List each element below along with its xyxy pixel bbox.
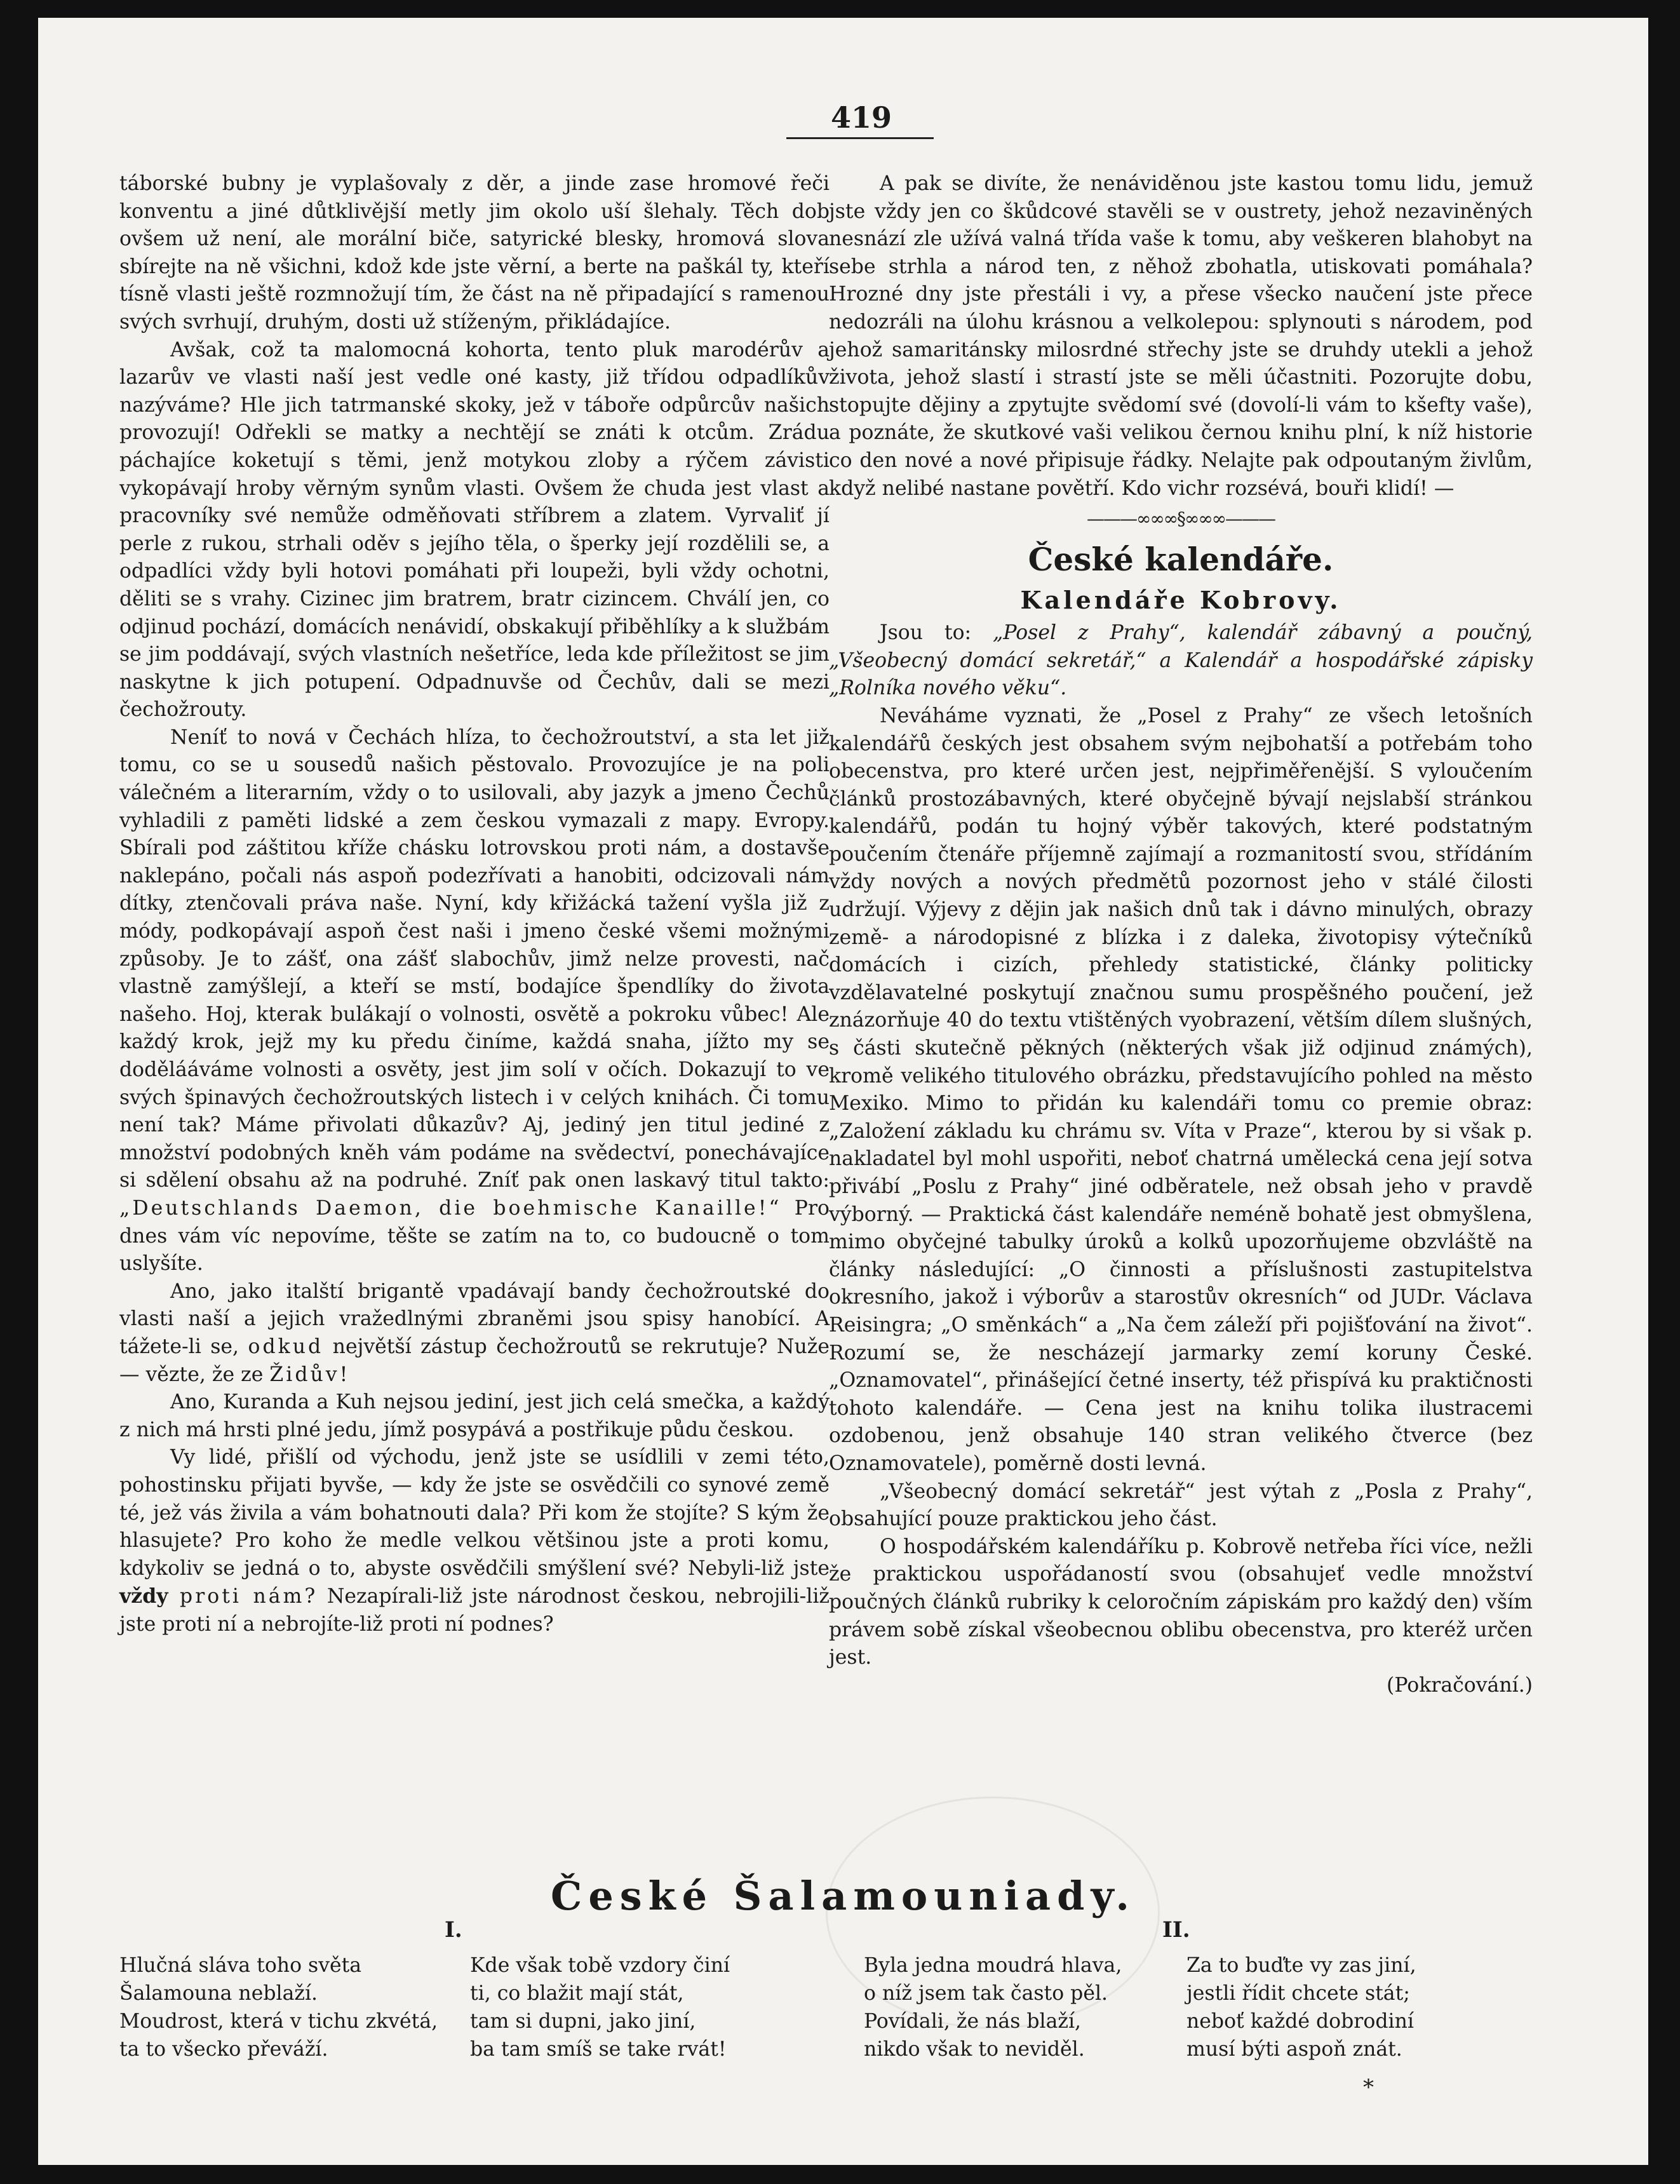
book-title-quote: „Deutschlands Daemon, die boehmische Kanaille!“ [119, 1196, 782, 1220]
left-column [119, 170, 830, 1638]
paragraph: Neváháme vyznati, že „Posel z Prahy“ ze všech letošních kalendářů českých jest obsahem svým nejbohatší a potřebám toho obecenstva, pro které určen jest, nejpřiměřenější. S vyloučením článků prostozábavných, které obyčejně bývají nejslabší stránkou kalendářů, podán tu hojný výběr takových, které podstatným poučením čtenáře příjemně zajímají a rozmanitostí svou, střídáním vždy nových a nových předmětů pozornost jeho v stálé čilosti udržují. Výjevy z dějin jak našich dnů tak i dávno minulých, obrazy země- a národopisné z blízka i z daleka, životopisy výtečníků domácích i cizích, přehledy statistické, články politicky vzdělavatelné poskytují značnou sumu prospěšného poučení, jež znázorňuje 40 do textu vtištěných vyobrazení, větším dílem slušných, s části skutečně pěkných (některých však již odjinud známých), kromě velikého titulového obrázku, představujícího pohled na město Mexiko. Mimo to přidán ku kalendáři tomu co premie obraz: „Založení základu ku chrámu sv. Víta v Praze“, kterou by si však p. nakladatel byl mohl uspořiti, neboť chatrná umělecká cena její sotva přivábí „Poslu z Prahy“ jiné odběratele, než obsah jeho v pravdě výborný. — Praktická část kalendáře neméně bohatě jest obmyšlena, mimo obyčejné tabulky úroků a kolků upozorňujeme obzvláště na články následující: „O činnosti a příslušnosti zastupitelstva okresního, jakož i výborův a starostův okresních“ od JUDr. Václava Reisingra; „O směnkách“ a „Na čem záleží při pojišťování na život“. Rozumí se, že nescházejí jarmarky zemí koruny České. „Oznamovatel“, přinášející četné inserty, též přispívá ku praktičnosti tohoto kalendáře. — Cena jest na knihu tolika ilustracemi ozdobenou, jenž obsahuje 140 stran velikého čtverce (bez Oznamovatele), poměrně dosti levná. [829, 704, 1533, 1475]
paragraph: Ano, Kuranda a Kuh nejsou jediní, jest jich celá smečka, a každý z nich má hrsti plné jedu, jímž posypává a postřikuje půdu českou. [119, 1391, 830, 1441]
stanza-4: Za to buďte vy zas jiní, jestli řídit chcete stát; neboť každé dobrodiní musí býti aspoň znát. [1186, 1954, 1416, 2061]
ornament-divider: ———∞∞∞§∞∞∞——— [1087, 508, 1275, 530]
section-subtitle: Kalendáře Kobrovy. [1020, 586, 1341, 615]
paragraph: Ano, jako italští brigantě vpadávají bandy čechožroutské do vlasti naší a jejich vražedlnými zbraněmi jsou spisy hanobící. A tážete-li se, odkud největší zástup čechožroutů se rekrutuje? Nuže — vězte, že ze Židův! [119, 1279, 830, 1386]
stanza-2: Kde však tobě vzdory činí ti, co blažit mají stát, tam si dupni, jako jiní, ba tam smíš se take rvát! [470, 1954, 730, 2061]
paragraph: Neníť to nová v Čechách hlíza, to čechožroutství, a sta let již tomu, co se u sousedů našich pěstovalo. Provozujíce je na poli válečném a literarním, vždy o to usilovali, aby jazyk a jmeno Čechů vyhladili z paměti lidské a zem českou vymazali z mapy. Evropy. Sbírali pod záštitou kříže chásku lotrovskou proti nám, a dostavše naklepáno, počali nás aspoň podezřívati a hanobiti, odcizovali nám dítky, ztenčovali práva naše. Nyní, kdy křižácká tažení vyšla již z módy, podkopávají aspoň čest naši i jmeno české všemi možnými způsoby. Je to zášť, ona zášť slabochův, jimž nelze provesti, nač vlastně zamýšlejí, a kteří se mstí, bodajíce špendlíky do života našeho. Hoj, kterak bulákají o volnosti, osvětě a pokroku vůbec! Ale každý krok, jejž my ku předu činíme, každá snaha, jížto my se dodělááváme volnosti a osvěty, jest jim solí v očích. Dokazují to ve svých špinavých čechožroutských listech i v celých knihách. Či tomu není tak? Máme přivolati důkazův? Aj, jediný jen titul jediné z množství podobných kněh vám podáme na svědectví, ponechávajíce si sdělení obsahu až na podruhé. Zníť pak onen laskavý titul takto: „Deutschlands Daemon, die boehmische Kanaille!“ Pro dnes vám víc nepovíme, těšte se zatím na to, co budoucně o tom uslyšíte. [119, 725, 830, 1276]
page-number: 419 [831, 100, 892, 135]
page-number-rule [786, 137, 934, 139]
right-column [829, 170, 1533, 1699]
emphasis-odkud: odkud [248, 1335, 324, 1358]
paragraph: Vy lidé, přišlí od východu, jenž jste se usídlili v zemi této, pohostinsku přijati byvše, — kdy že jste se osvědčili co synové země té, jež vás živila a vám bohatnouti dala? Při kom že stojíte? S kým že hlasujete? Pro koho že medle velkou většinou jste a proti komu, kdykoliv se jedná o to, abyste osvědčili smýšlení své? Nebyli-liž jste vždy proti nám? Nezapírali-liž jste národnost českou, nebrojili-liž jste proti ní a nebrojíte-liž proti ní podnes? [119, 1446, 830, 1636]
emphasis-proti-nam: proti nám? [168, 1585, 318, 1608]
paragraph: O hospodářském kalendáříku p. Kobrově netřeba říci více, nežli že praktickou uspořádaností svou (obsahujeť vedle množství poučných článků rubriky k celoročním zápiskám pro každý den) vším právem sobě získal všeobecnou oblibu obecenstva, pro kteréž určen jest. [829, 1535, 1533, 1669]
stanza-1: Hlučná sláva toho světa Šalamouna neblaží. Moudrost, která v tichu zkvétá, ta to všecko převáží. [119, 1954, 438, 2061]
emphasis-zidu: Židův! [269, 1363, 351, 1386]
calendar-titles: Jsou to: „Posel z Prahy“, kalendář zábavný a poučný, „Všeobecný domácí sekretář,“ a Kalendář a hospodářské zápisky „Rolníka nového věku“. [829, 621, 1533, 700]
continued-note: (Pokračování.) [1387, 1673, 1533, 1697]
paragraph: táborské bubny je vyplašovaly z děr, a jinde zase hromové řeči konventu a jiné důtklivější metly jim okolo uší šlehaly. Těch dob ovšem už není, ale morální biče, satyrické blesky, hromová slova sbírejte na ně všichni, kdož kde jste věrní, a berte na paškál ty, kteří tísně vlasti ještě rozmnožují tím, že část na ně připadající s ramenou svých svrhují, druhým, dosti už stíženým, přikládajíce. [119, 172, 830, 334]
poem-title: České Šalamouniady. [550, 1873, 1136, 1919]
part-label-1: I. [445, 1917, 462, 1943]
footnote-star: * [1363, 2075, 1374, 2100]
section-title: České kalendáře. [1028, 541, 1334, 579]
paragraph: A pak se divíte, že nenáviděnou jste kastou tomu lidu, jemuž jste vždy jen co škůdcové stavěli se v oustrety, jehož nezaviněných nesnází zle užívá valná třída vaše k tomu, aby veškeren blahobyt na sebe strhla a národ ten, z něhož zbohatla, utiskovati pomáhala? Hrozné dny jste přestáli i vy, a přese všecko naučení jste přece nedozráli na úlohu krásnou a velkolepou: splynouti s národem, pod jehož samaritánsky milosrdné střechy jste se druhdy utekli a jehož života, jehož slastí i strastí jste se měli účastniti. Pozorujte dobu, stopujte dějiny a zpytujte svědomí své (dovolí-li vám to kšefty vaše), a poznáte, že skutkové vaši velikou černou knihu plní, k níž historie co den nové a nové připisuje řádky. Nelajte pak odpoutaným živlům, když nelibé nastane povětří. Kdo vichr rozsévá, bouři klidí! — [829, 172, 1533, 500]
paragraph: Avšak, což ta malomocná kohorta, tento pluk marodérův a lazarův ve vlasti naší jest vedle oné kasty, již třídou odpadlíkův nazýváme? Hle jich tatrmanské skoky, jež v táboře odpůrcův našich provozují! Odřekli se matky a nechtějí se znáti k otcům. Zrádu páchajíce koketují s těmi, jenž motykou zloby a rýčem závisti vykopávají hroby věrným synům vlasti. Ovšem že chuda jest vlast a pracovníky své nemůže odměňovati stříbrem a zlatem. Vyrvaliť jí perle z rukou, strhali oděv s jejího těla, o šperky její rozdělili se, a odpadlíci vždy byli hotovi pomáhati při loupeži, byli vždy ochotni, děliti se s vrahy. Cizinec jim bratrem, bratr cizincem. Chválí jen, co odjinud pochází, domácích nenávidí, obskakují přiběhlíky a k službám se jim poddávají, svých vlastních nešetříce, leda kde příležitost se jim naskytne k jich potupení. Odpadnuvše od Čechův, dali se mezi čechožrouty. [119, 338, 830, 722]
paragraph: „Všeobecný domácí sekretář“ jest výtah z „Posla z Prahy“, obsahující pouze praktickou jeho část. [829, 1480, 1533, 1531]
emphasis-vzdy: vždy [119, 1584, 168, 1608]
newspaper-page [38, 18, 1648, 2165]
part-label-2: II. [1162, 1917, 1190, 1943]
stanza-3: Byla jedna moudrá hlava, o níž jsem tak často pěl. Povídali, že nás blaží, nikdo však to neviděl. [864, 1954, 1122, 2061]
